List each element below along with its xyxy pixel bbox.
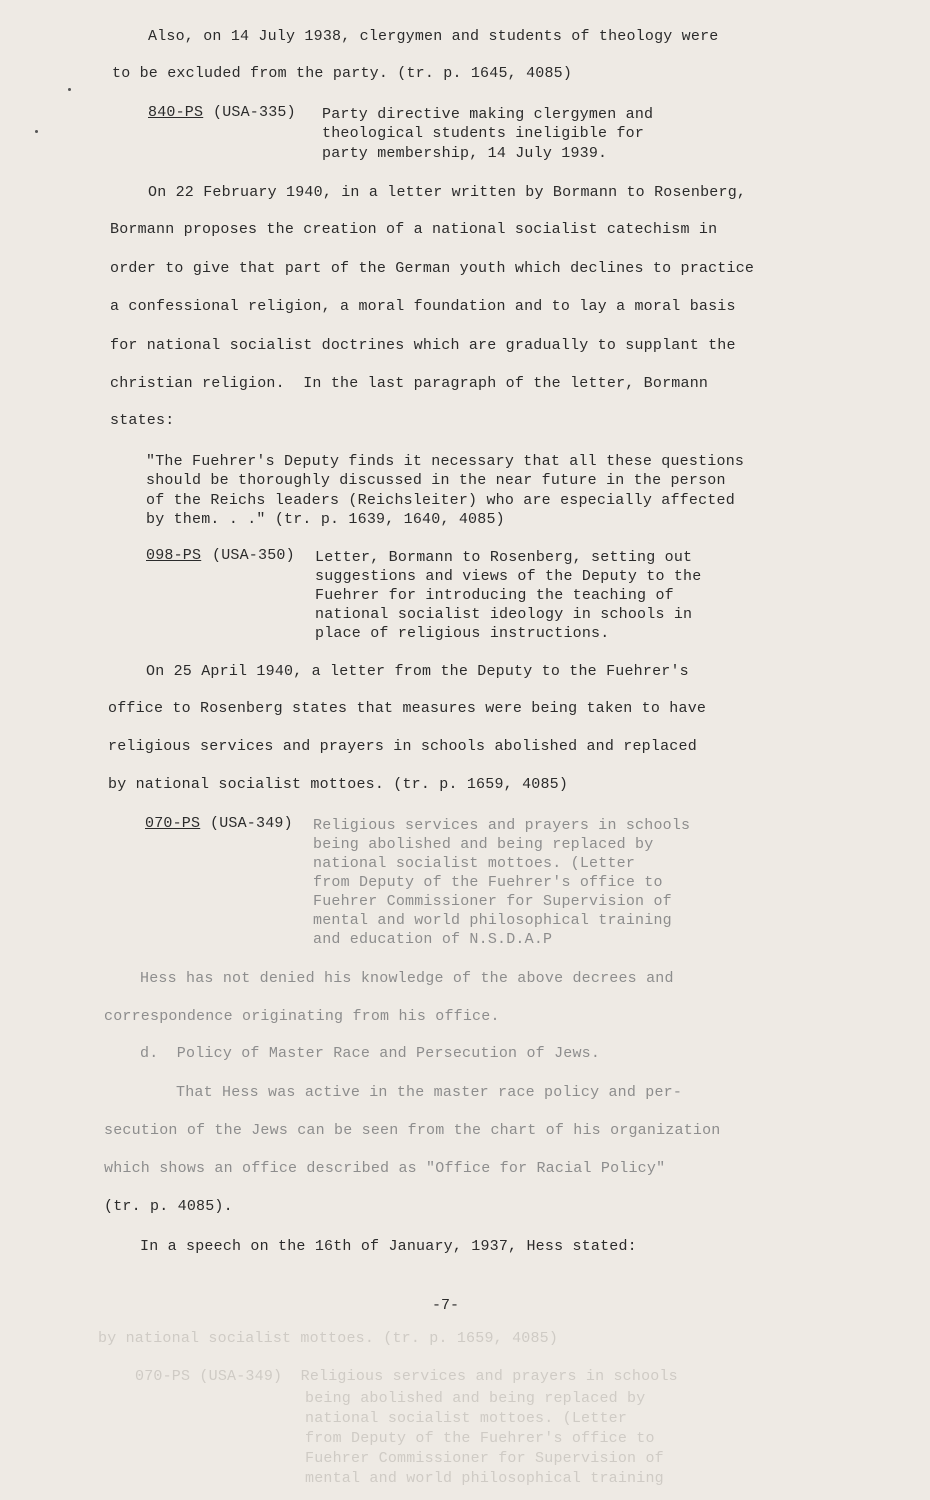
bleed-through-line: by national socialist mottoes. (tr. p. 1659, 4085): [98, 1330, 559, 1347]
exhibit-description: national socialist ideology in schools in: [315, 606, 693, 623]
bleed-through-line: 070-PS (USA-349) Religious services and prayers in schools: [135, 1368, 678, 1385]
bleed-through-line: mental and world philosophical training: [305, 1470, 664, 1487]
exhibit-description: national socialist mottoes. (Letter: [313, 855, 636, 872]
exhibit-description: from Deputy of the Fuehrer's office to: [313, 874, 663, 891]
exhibit-description: Fuehrer for introducing the teaching of: [315, 587, 674, 604]
bleed-through-line: from Deputy of the Fuehrer's office to: [305, 1430, 655, 1447]
margin-mark: [35, 130, 38, 133]
paragraph-line: by national socialist mottoes. (tr. p. 1659, 4085): [108, 776, 569, 793]
paragraph-line: order to give that part of the German youth which declines to practice: [110, 260, 755, 277]
paragraph-line: to be excluded from the party. (tr. p. 1645, 4085): [112, 65, 573, 82]
paragraph-line: religious services and prayers in schools abolished and replaced: [108, 738, 697, 755]
paragraph-line: secution of the Jews can be seen from the chart of his organization: [104, 1122, 721, 1139]
exhibit-description: being abolished and being replaced by: [313, 836, 654, 853]
paragraph-line: Bormann proposes the creation of a national socialist catechism in: [110, 221, 718, 238]
quote-line: of the Reichs leaders (Reichsleiter) who are especially affected: [146, 492, 735, 509]
exhibit-description: Letter, Bormann to Rosenberg, setting out: [315, 549, 693, 566]
exhibit-ref: 070-PS: [145, 815, 201, 832]
exhibit-usa: (USA-349): [210, 815, 293, 832]
section-heading: d. Policy of Master Race and Persecution of Jews.: [140, 1045, 601, 1062]
paragraph-line: christian religion. In the last paragraph of the letter, Bormann: [110, 375, 709, 392]
paragraph-line: which shows an office described as "Office for Racial Policy": [104, 1160, 666, 1177]
paragraph-line: Hess has not denied his knowledge of the above decrees and: [140, 970, 674, 987]
exhibit-description: and education of N.S.D.A.P: [313, 931, 553, 948]
paragraph-line: office to Rosenberg states that measures were being taken to have: [108, 700, 707, 717]
exhibit-description: Party directive making clergymen and: [322, 106, 654, 123]
exhibit-description: suggestions and views of the Deputy to the: [315, 568, 702, 585]
exhibit-usa: (USA-335): [213, 104, 296, 121]
exhibit-description: place of religious instructions.: [315, 625, 610, 642]
paragraph-line: a confessional religion, a moral foundation and to lay a moral basis: [110, 298, 736, 315]
paragraph-line: On 25 April 1940, a letter from the Deputy to the Fuehrer's: [146, 663, 689, 680]
page-number: -7-: [432, 1297, 460, 1314]
exhibit-ref: 098-PS: [146, 547, 202, 564]
exhibit-description: mental and world philosophical training: [313, 912, 672, 929]
exhibit-description: theological students ineligible for: [322, 125, 645, 142]
exhibit-description: Religious services and prayers in schools: [313, 817, 691, 834]
quote-line: by them. . ." (tr. p. 1639, 1640, 4085): [146, 511, 505, 528]
paragraph-line: for national socialist doctrines which are gradually to supplant the: [110, 337, 736, 354]
paragraph-line: states:: [110, 412, 175, 429]
quote-line: should be thoroughly discussed in the near future in the person: [146, 472, 726, 489]
paragraph-line: correspondence originating from his office.: [104, 1008, 500, 1025]
exhibit-ref: 840-PS: [148, 104, 204, 121]
paragraph-line: That Hess was active in the master race policy and per-: [176, 1084, 683, 1101]
margin-mark: [68, 88, 71, 91]
exhibit-description: Fuehrer Commissioner for Supervision of: [313, 893, 672, 910]
bleed-through-line: being abolished and being replaced by: [305, 1390, 646, 1407]
exhibit-usa: (USA-350): [212, 547, 295, 564]
bleed-through-line: Fuehrer Commissioner for Supervision of: [305, 1450, 664, 1467]
paragraph-line: In a speech on the 16th of January, 1937, Hess stated:: [140, 1238, 637, 1255]
paragraph-line: Also, on 14 July 1938, clergymen and students of theology were: [148, 28, 719, 45]
quote-line: "The Fuehrer's Deputy finds it necessary that all these questions: [146, 453, 745, 470]
exhibit-description: party membership, 14 July 1939.: [322, 145, 608, 162]
bleed-through-line: national socialist mottoes. (Letter: [305, 1410, 628, 1427]
paragraph-line: (tr. p. 4085).: [104, 1198, 233, 1215]
paragraph-line: On 22 February 1940, in a letter written by Bormann to Rosenberg,: [148, 184, 747, 201]
